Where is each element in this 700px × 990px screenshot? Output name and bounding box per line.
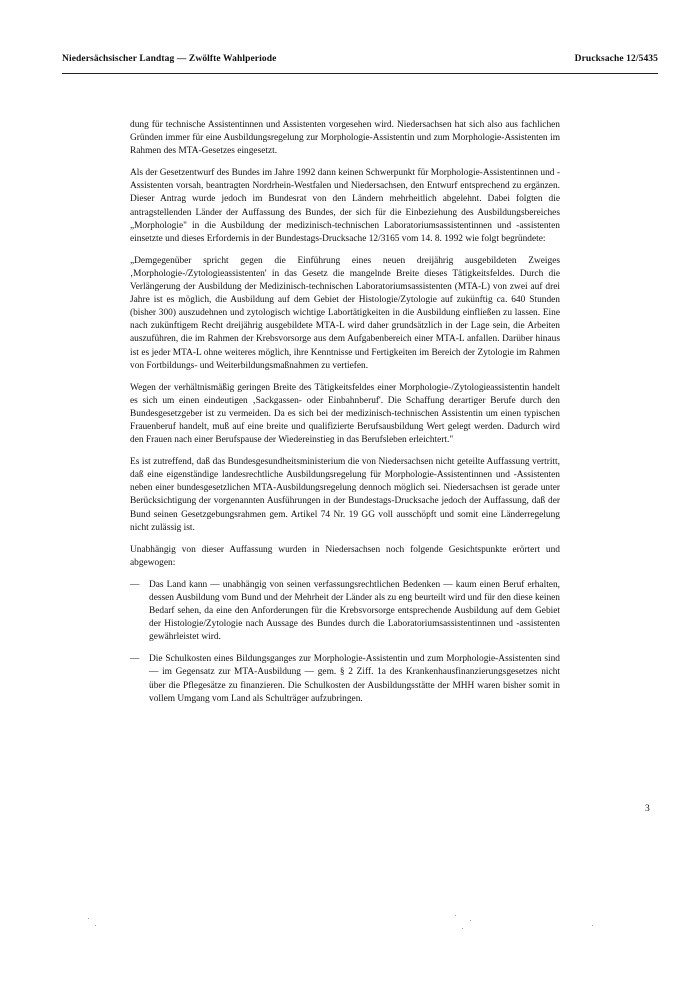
page-number: 3 bbox=[645, 804, 650, 814]
scan-speck bbox=[470, 920, 471, 921]
paragraph-continuation: dung für technische Assistentinnen und Assistenten vorgesehen wird. Niedersachsen hat sich also aus fachlichen Gründen immer für eine Ausbildungsregelung zur Morphologie-Assistentin und zum Morphologie-Assistenten im Rahmen des MTA-Gesetzes eingesetzt. bbox=[130, 120, 560, 157]
scan-speck bbox=[592, 925, 593, 926]
paragraph-unabhaengig: Unabhängig von dieser Auffassung wurden in Niedersachsen noch folgende Gesichtspunkte erörtert und abgewogen: bbox=[130, 544, 560, 568]
paragraph-gesetzentwurf: Als der Gesetzentwurf des Bundes im Jahre 1992 dann keinen Schwerpunkt für Morphologie-Assistentinnen und -Assistenten vorsah, beantragten Nordrhein-Westfalen und Niedersachsen, den Entwurf entsprechend zu ergänzen. Dieser Antrag wurde jedoch im Bundesrat von den Ländern mehrheitlich abgelehnt. Dabei folgten die antragstellenden Länder der Auffassung des Bundes, der sich für die Einbeziehung des Ausbildungsbereiches „Morphologie" in die Ausbildung der medizinisch-technischen Laboratoriumsassistentinnen und -assistenten einsetzte und dieses Erfordernis in der Bundestags-Drucksache 12/3165 vom 14. 8. 1992 wie folgt begründete: bbox=[130, 168, 560, 244]
quote-paragraph-2: Wegen der verhältnismäßig geringen Breite des Tätigkeitsfeldes einer Morphologie-/Zytologieassistentin handelt es sich um einen eindeutigen ‚Sackgassen- oder Einbahnberuf'. Die Schaffung derartiger Berufe durch den Bundesgesetzgeber ist zu vermeiden. Da es sich bei der medizinisch-technischen Assistentin um einen typischen Frauenberuf handelt, muß auf eine breite und qualifizierte Berufsausbildung Wert gelegt werden. Dadurch wird den Frauen nach einer Berufspause der Wiedereinstieg in das Berufsleben erleichtert." bbox=[130, 382, 560, 446]
header-document-number: Drucksache 12/5435 bbox=[574, 54, 658, 64]
header-parliament-title: Niedersächsischer Landtag — Zwölfte Wahlperiode bbox=[62, 54, 277, 64]
list-item bbox=[130, 579, 560, 644]
quote-paragraph-1: „Demgegenüber spricht gegen die Einführung eines neuen dreijährig ausgebildeten Zweiges ‚Morphologie-/Zytologieassistenten' in das Gesetz die mangelnde Breite dieses Tätigkeitsfeldes. Durch die Verlängerung der Ausbildung der Medizinisch-technischen Laboratoriumsassistenten (MTA-L) von zwei auf drei Jahre ist es möglich, die Ausbildung auf dem Gebiet der Histologie/Zytologie auf zukünftig ca. 640 Stunden (bisher 300) auszudehnen und zytologisch wichtige Labortätigkeiten in die Ausbildung einfließen zu lassen. Eine nach zukünftigem Recht dreijährig ausgebildete MTA-L wird daher grundsätzlich in der Lage sein, die Arbeiten auszuführen, die im Rahmen der Krebsvorsorge aus dem Aufgabenbereich einer MTA-L anfallen. Darüber hinaus ist es jeder MTA-L ohne weiteres möglich, ihre Kenntnisse und Fertigkeiten im Bereich der Zytologie im Rahmen von Fortbildungs- und Weiterbildungsmaßnahmen zu vertiefen. bbox=[130, 255, 560, 371]
list-item bbox=[130, 653, 560, 705]
scan-speck bbox=[88, 918, 89, 919]
header-rule bbox=[62, 73, 658, 74]
dash-bullet: — bbox=[130, 579, 140, 590]
list-item-text: Das Land kann — unabhängig von seinen verfassungsrechtlichen Bedenken — kaum einen Beruf erhalten, dessen Ausbildung vom Bund und der Mehrheit der Länder als zu eng beurteilt wird und für den diese keinen Bedarf sehen, da eine den Anforderungen für die Krebsvorsorge entsprechende Ausbildung auf dem Gebiet der Histologie/Zytologie nach Aussage des Bundes durch die Laboratoriumsassistentinnen und -assistenten gewährleistet wird. bbox=[149, 579, 560, 643]
scan-speck bbox=[95, 925, 96, 926]
list-item-text: Die Schulkosten eines Bildungsganges zur Morphologie-Assistentin und zum Morphologie-Assistenten sind — im Gegensatz zur MTA-Ausbildung — gem. § 2 Ziff. 1a des Krankenhausfinanzierungsgesetzes nicht über die Pflegesätze zu finanzieren. Die Schulkosten der Ausbildungsstätte der MHH waren bisher somit in vollem Umgang vom Land als Schulträger aufzubringen. bbox=[149, 654, 560, 704]
scan-speck bbox=[455, 915, 456, 916]
dash-bullet: — bbox=[130, 654, 140, 665]
document-body bbox=[130, 119, 560, 715]
scan-speck bbox=[462, 928, 463, 929]
paragraph-zutreffend: Es ist zutreffend, daß das Bundesgesundheitsministerium die von Niedersachsen nicht geteilte Auffassung vertritt, daß eine eigenständige landesrechtliche Ausbildungsregelung für Morphologie-Assistentinnen und -Assistenten neben einer bundesgesetzlichen MTA-Ausbildungsregelung dennoch möglich sei. Niedersachsen ist gerade unter Berücksichtigung der vorgenannten Ausführungen in der Bundestags-Drucksache jedoch der Auffassung, daß der Bund seinen Gesetzgebungsrahmen gem. Artikel 74 Nr. 19 GG voll ausschöpft und somit eine Länderregelung nicht zulässig ist. bbox=[130, 457, 560, 533]
